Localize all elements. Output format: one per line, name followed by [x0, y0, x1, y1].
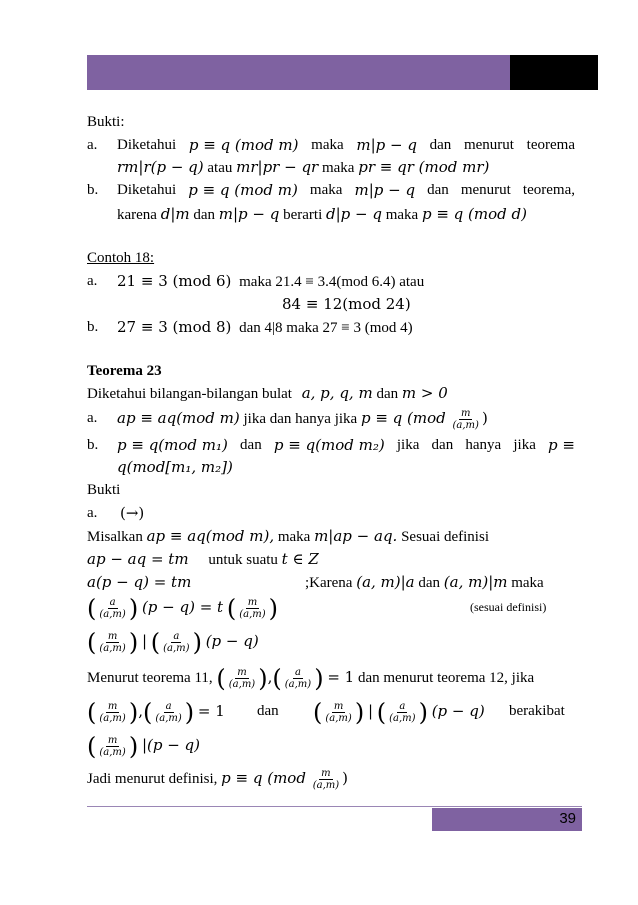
word: dan: [427, 182, 449, 198]
paren-open: (: [216, 664, 226, 693]
math: 21 ≡ 3 (mod 6): [117, 272, 232, 290]
math: p ≡ q (mod m): [188, 181, 298, 199]
denominator: (a,m): [155, 713, 182, 725]
denominator: (a,m): [99, 643, 126, 655]
denominator: (a,m): [99, 713, 126, 725]
math: pr ≡ qr (mod mr): [358, 158, 490, 176]
bukti-a-line2-text: [117, 158, 489, 177]
numerator: m: [107, 701, 118, 713]
paren-close: ): [258, 664, 268, 693]
numerator: m: [247, 597, 258, 609]
proof-line4: [87, 626, 259, 657]
math: t ∈ Z: [281, 550, 319, 568]
word: teorema: [526, 137, 575, 153]
word: ;Karena: [305, 575, 353, 591]
denominator: (a,m): [99, 747, 126, 759]
math: (a, m)|a: [356, 573, 415, 591]
note-sesuai-definisi: (sesuai definisi): [470, 600, 547, 614]
teorema-intro: [87, 384, 448, 403]
header-banner-black: [510, 55, 598, 90]
proof-line2: [87, 573, 575, 592]
numerator: a: [399, 701, 406, 713]
paren-open: (: [142, 698, 153, 727]
fraction-m-over-am: [227, 667, 257, 690]
bukti-heading: Bukti:: [87, 114, 125, 130]
word: dan 4|8 maka 27 ≡ 3 (mod 4): [239, 320, 413, 336]
fraction-a-over-am: [153, 701, 183, 724]
word: maka: [385, 207, 419, 223]
math: = 1: [327, 668, 355, 686]
proof-line5: [87, 662, 575, 693]
proof-line3: [87, 592, 575, 623]
math: p ≡ q(mod m₁): [117, 436, 228, 454]
page-number: 39: [559, 810, 576, 827]
comma: ,: [138, 702, 143, 720]
math: ap − aq = tm: [87, 550, 189, 568]
paren-close: ): [128, 628, 139, 657]
paren-open: (: [87, 698, 97, 727]
word: jika: [513, 437, 536, 453]
fraction-m-over-am: [323, 701, 353, 724]
page-number-box: [432, 808, 582, 831]
divides-bar: |: [367, 702, 373, 720]
header-banner-purple: [87, 55, 510, 90]
word: maka: [277, 529, 311, 545]
word: jika: [396, 437, 420, 453]
math: (p − q): [431, 702, 485, 720]
teorema-a-text: [117, 404, 488, 433]
fraction-m-over-am: [97, 735, 127, 758]
math: (p − q): [205, 632, 259, 650]
paren-open: (: [150, 628, 161, 657]
word: maka: [321, 160, 355, 176]
denominator: (a,m): [228, 679, 256, 691]
contoh-b-line1-text: [117, 318, 413, 337]
denominator: (a,m): [99, 609, 126, 621]
math: p ≡ q(mod m₂): [273, 436, 385, 454]
math: mr|pr − qr: [236, 158, 319, 176]
denominator: (a,m): [389, 713, 416, 725]
denominator: (a,m): [312, 780, 340, 792]
word: dan: [257, 703, 279, 719]
paren-close: ): [268, 594, 279, 623]
paren-open: (: [87, 594, 97, 623]
proof-line6: [87, 696, 575, 727]
numerator: m: [321, 768, 331, 780]
header-banner: [87, 55, 598, 90]
word: dan: [376, 386, 399, 402]
bukti2-heading: Bukti: [87, 482, 121, 498]
fraction-a-over-am: [161, 631, 191, 654]
paren-close: ): [128, 732, 139, 761]
math: d|m: [160, 205, 190, 223]
label-b: b.: [87, 319, 99, 335]
math: p ≡ q (mod d): [421, 205, 527, 223]
paren-close: ): [354, 698, 365, 727]
teorema-heading: Teorema 23: [87, 363, 162, 379]
denominator: (a,m): [452, 420, 479, 432]
numerator: a: [165, 701, 172, 713]
fraction-a-over-am: [97, 597, 127, 620]
word: Sesuai definisi: [401, 529, 489, 545]
numerator: a: [294, 667, 301, 679]
numerator: m: [107, 631, 118, 643]
teorema-b-line2: q(mod[m₁, m₂]): [117, 458, 233, 476]
bukti-b-line1-text: [117, 181, 575, 199]
math: p ≡ q (mod: [360, 409, 446, 427]
paren-open: (: [376, 698, 387, 727]
math: rm|r(p − q): [117, 158, 204, 176]
denominator: (a,m): [239, 609, 266, 621]
word: berarti: [283, 207, 323, 223]
word: teorema,: [522, 182, 575, 198]
label-a: a.: [87, 410, 98, 426]
paren-close: ): [342, 769, 348, 787]
comma: ,: [267, 668, 273, 686]
label-a: a.: [87, 505, 98, 521]
paren-close: ): [128, 698, 139, 727]
numerator: m: [333, 701, 344, 713]
contoh-heading: Contoh 18:: [87, 250, 155, 266]
math: p ≡: [548, 436, 575, 454]
paren-close: ): [418, 698, 428, 727]
proof-line8: [87, 764, 348, 793]
word: karena: [117, 207, 157, 223]
math: (a, m)|m: [443, 573, 508, 591]
numerator: m: [460, 408, 471, 420]
math: a, p, q, m: [301, 384, 373, 402]
word: berakibat: [509, 703, 565, 719]
label-b: b.: [87, 182, 99, 198]
numerator: a: [109, 597, 116, 609]
math: ap ≡ aq(mod m): [117, 409, 240, 427]
word: dan: [418, 575, 441, 591]
paren-close: ): [128, 594, 139, 623]
numerator: m: [237, 667, 247, 679]
word: maka: [311, 137, 344, 153]
math: 27 ≡ 3 (mod 8): [117, 318, 232, 336]
word: dan: [240, 437, 262, 453]
bukti-b-line2-text: [117, 205, 527, 224]
fraction-m-over-am: [451, 408, 481, 431]
word: atau: [207, 160, 233, 176]
word: dan: [429, 137, 452, 153]
divides-bar: |: [141, 632, 147, 650]
fraction-m-over-am: [97, 631, 127, 654]
paren-open: (: [226, 594, 237, 623]
proof-line1: [87, 550, 319, 569]
footer-divider: [87, 806, 582, 807]
bukti-a-line1-text: [117, 136, 575, 154]
label-b: b.: [87, 437, 99, 453]
math: |(p − q): [141, 736, 201, 754]
paren-close: ): [481, 409, 488, 427]
word: menurut: [460, 182, 511, 198]
denominator: (a,m): [325, 713, 352, 725]
numerator: m: [107, 735, 118, 747]
word: dan menurut teorema 12, jika: [357, 670, 535, 686]
math: m|ap − aq.: [314, 527, 398, 545]
arrow-direction: (→): [120, 504, 145, 522]
math: ap ≡ aq(mod m),: [146, 527, 275, 545]
math: m|p − q: [354, 181, 416, 199]
proof-line6-mid: [313, 696, 485, 727]
word: untuk suatu: [208, 552, 278, 568]
label-a: a.: [87, 137, 98, 153]
denominator: (a,m): [163, 643, 190, 655]
math: m|p − q: [356, 136, 417, 154]
word: hanya: [465, 437, 502, 453]
word: maka 21.4 ≡ 3.4(mod 6.4) atau: [239, 274, 425, 290]
fraction-m-over-am: [237, 597, 267, 620]
denominator: (a,m): [284, 679, 312, 691]
fraction-a-over-am: [283, 667, 313, 690]
proof-misalkan: [87, 527, 489, 546]
math: d|p − q: [326, 205, 382, 223]
contoh-a-line1-text: [117, 272, 424, 291]
fraction-m-over-am: [97, 701, 127, 724]
word: menurut: [463, 137, 514, 153]
word: Diketahui: [117, 182, 177, 198]
paren-close: ): [192, 628, 202, 657]
proof-line7: [87, 730, 200, 761]
paren-open: (: [87, 732, 97, 761]
fraction-a-over-am: [387, 701, 417, 724]
word: jika dan hanya jika: [243, 411, 358, 427]
math: a(p − q) = tm: [87, 573, 192, 591]
label-a: a.: [87, 273, 98, 289]
paren-close: ): [314, 664, 324, 693]
math: p ≡ q (mod: [221, 769, 306, 787]
math: m|p − q: [218, 205, 280, 223]
word: maka: [309, 182, 343, 198]
word: dan: [193, 207, 216, 223]
word: Menurut teorema 11,: [87, 670, 213, 686]
paren-open: (: [87, 628, 97, 657]
word: Diketahui: [117, 137, 177, 153]
word: Misalkan: [87, 529, 143, 545]
word: dan: [431, 437, 454, 453]
math: p ≡ q (mod m): [188, 136, 299, 154]
paren-open: (: [272, 664, 282, 693]
contoh-a-line2: 84 ≡ 12(mod 24): [282, 295, 411, 313]
paren-close: ): [184, 698, 195, 727]
math: = 1: [197, 702, 225, 720]
paren-open: (: [313, 698, 323, 727]
word: Jadi menurut definisi,: [87, 771, 218, 787]
teorema-b-line1-text: [117, 436, 575, 454]
fraction-m-over-am: [311, 768, 341, 791]
proof-line2-right: [305, 573, 544, 592]
word: maka: [511, 575, 544, 591]
numerator: a: [173, 631, 180, 643]
math: m > 0: [401, 384, 448, 402]
word: Diketahui bilangan-bilangan bulat: [87, 386, 292, 402]
math: (p − q) = t: [141, 598, 224, 616]
